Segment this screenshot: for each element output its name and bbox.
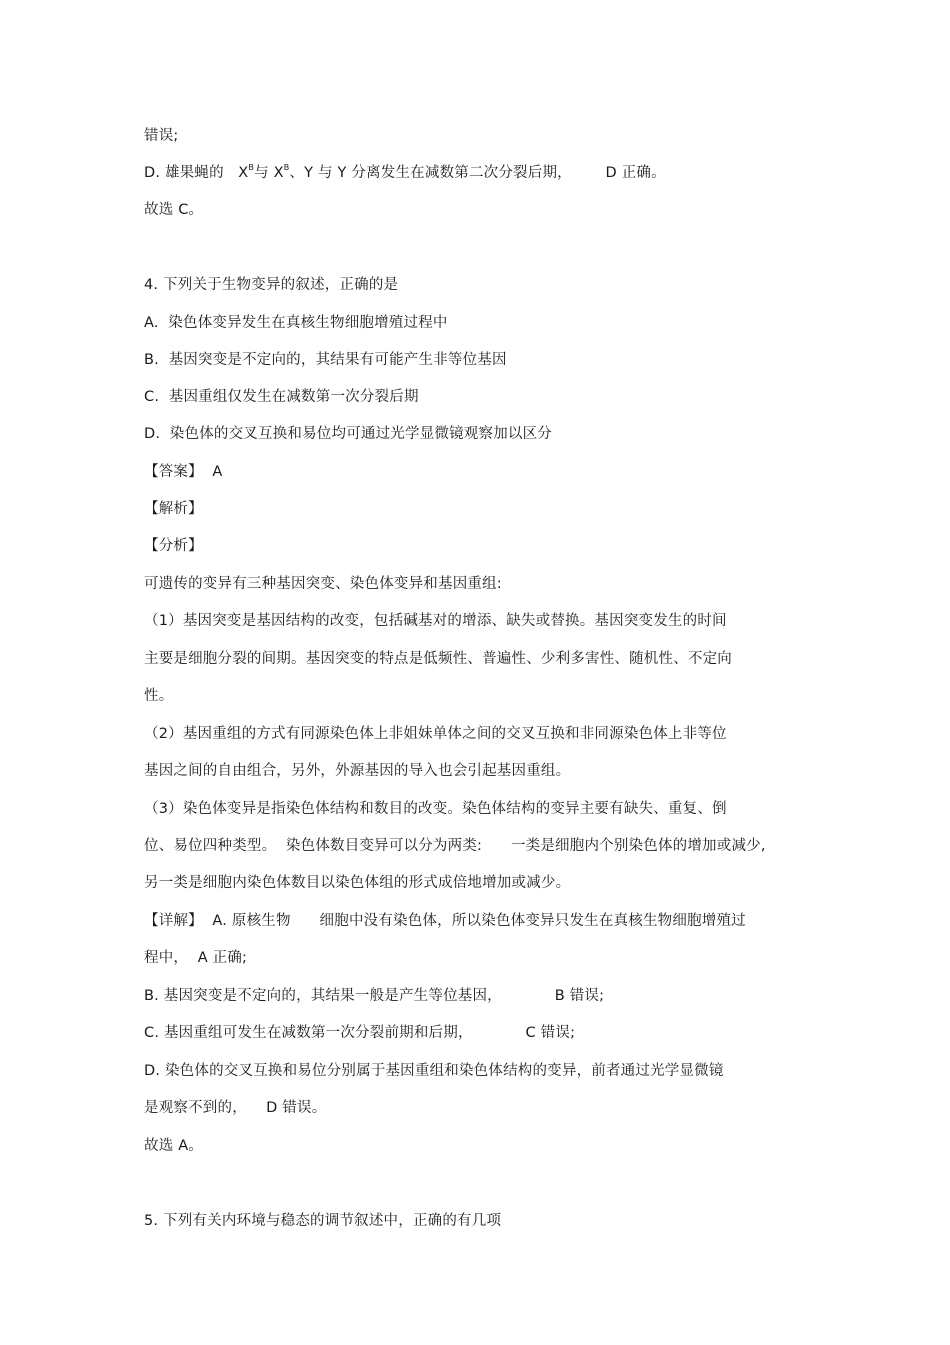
option-b: B. 基因突变是不定向的，其结果有可能产生非等位基因	[144, 352, 507, 368]
question-heading: 4. 下列关于生物变异的叙述，正确的是	[144, 277, 399, 293]
option-c: C. 基因重组仅发生在减数第一次分裂后期	[144, 389, 419, 405]
text-line: 是观察不到的， D 错误。	[144, 1100, 327, 1116]
detail-label: 【详解】 A. 原核生物 细胞中没有染色体，所以染色体变异只发生在真核生物细胞增殖过	[144, 913, 746, 929]
fenxi-label: 【分析】	[144, 538, 203, 554]
text-segment: D. 雄果蝇的 X	[144, 165, 249, 181]
text-segment: 与 X	[254, 165, 284, 181]
question-heading: 5. 下列有关内环境与稳态的调节叙述中，正确的有几项	[144, 1213, 502, 1229]
text-line	[144, 163, 666, 183]
text-segment: 、Y 与 Y 分离发生在减数第二次分裂后期， D 正确。	[289, 165, 666, 181]
superscript: B	[248, 163, 255, 172]
text-line: 程中， A 正确;	[144, 950, 248, 966]
text-line: 故选 C。	[144, 202, 204, 218]
text-line: 主要是细胞分裂的间期。基因突变的特点是低频性、普遍性、少利多害性、随机性、不定向	[144, 651, 732, 667]
option-a: A. 染色体变异发生在真核生物细胞增殖过程中	[144, 315, 448, 331]
text-line: （3）染色体变异是指染色体结构和数目的改变。染色体结构的变异主要有缺失、重复、倒	[144, 801, 727, 817]
superscript: B	[283, 163, 290, 172]
analysis-label: 【解析】	[144, 501, 203, 517]
text-line: 可遗传的变异有三种基因突变、染色体变异和基因重组:	[144, 576, 502, 592]
text-line: 故选 A。	[144, 1138, 204, 1154]
text-line: D. 染色体的交叉互换和易位分别属于基因重组和染色体结构的变异，前者通过光学显微镜	[144, 1063, 724, 1079]
text-line: 另一类是细胞内染色体数目以染色体组的形式成倍地增加或减少。	[144, 875, 571, 891]
text-line: （1）基因突变是基因结构的改变，包括碱基对的增添、缺失或替换。基因突变发生的时间	[144, 613, 727, 629]
text-line: B. 基因突变是不定向的，其结果一般是产生等位基因， B 错误;	[144, 988, 605, 1004]
text-line: C. 基因重组可发生在减数第一次分裂前期和后期， C 错误;	[144, 1025, 576, 1041]
text-line: 性。	[144, 688, 174, 704]
text-line: （2）基因重组的方式有同源染色体上非姐妹单体之间的交叉互换和非同源染色体上非等位	[144, 726, 727, 742]
text-line: 基因之间的自由组合，另外，外源基因的导入也会引起基因重组。	[144, 763, 571, 779]
answer-label: 【答案】 A	[144, 464, 223, 480]
text-line: 位、易位四种类型。 染色体数目变异可以分为两类: 一类是细胞内个别染色体的增加或减少,	[144, 838, 766, 854]
option-d: D. 染色体的交叉互换和易位均可通过光学显微镜观察加以区分	[144, 426, 552, 442]
text-line: 错误;	[144, 128, 179, 144]
